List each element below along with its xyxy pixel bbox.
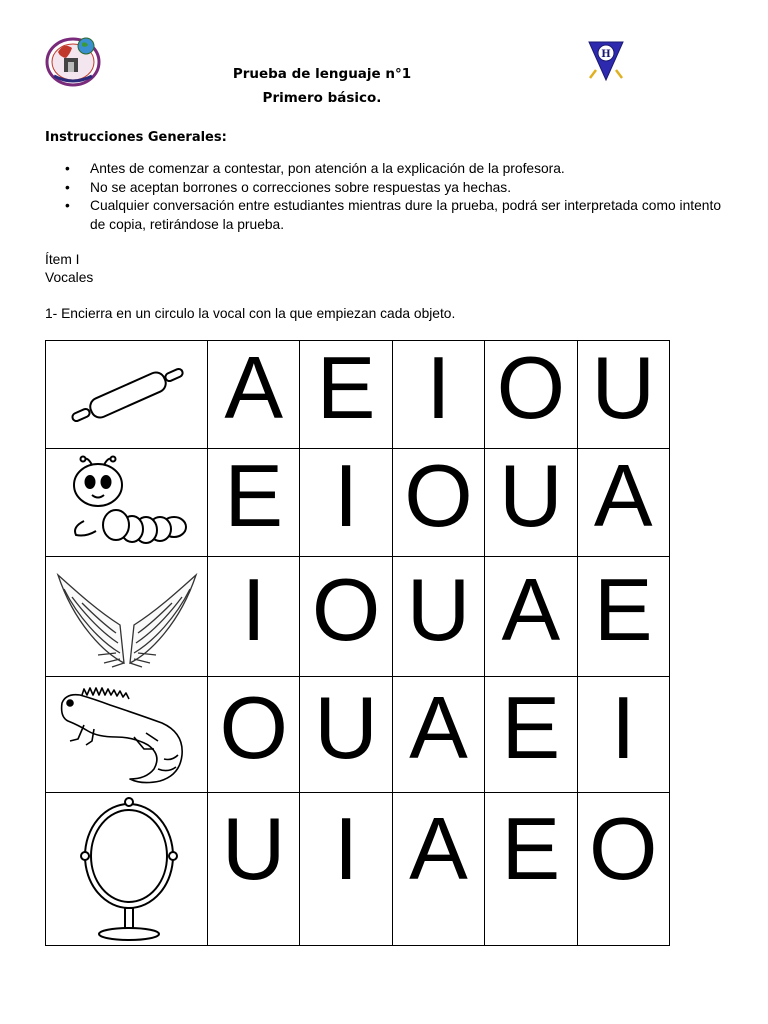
grid-row — [46, 341, 670, 449]
vowel-grid — [45, 337, 670, 946]
vowel-option[interactable]: U — [392, 557, 484, 677]
vowel-option[interactable]: A — [208, 341, 300, 449]
vowel-option[interactable]: A — [392, 677, 484, 793]
vowel-option[interactable]: E — [485, 793, 577, 946]
vowel-option[interactable]: A — [392, 793, 484, 946]
vowel-option[interactable]: U — [208, 793, 300, 946]
instruction-item: • Cualquier conversación entre estudiantes mientras dure la prueba, podrá ser interpretada como intento de copia, retirándose la prueba. — [90, 197, 721, 234]
vowel-option[interactable]: U — [485, 449, 577, 557]
grid-row — [46, 793, 670, 946]
instruction-item: • Antes de comenzar a contestar, pon atención a la explicación de la profesora. — [90, 160, 721, 179]
grid-row — [46, 557, 670, 677]
vowel-option[interactable]: E — [300, 341, 392, 449]
grid-row — [46, 677, 670, 793]
vowel-option[interactable]: E — [577, 557, 669, 677]
page-subtitle: Primero básico. — [262, 90, 382, 106]
vowel-option[interactable]: O — [208, 677, 300, 793]
picture-cell — [46, 677, 208, 793]
instructions-list — [45, 160, 721, 234]
vowel-option[interactable]: I — [577, 677, 669, 793]
grid-row — [46, 449, 670, 557]
picture-cell — [46, 557, 208, 677]
mirror-icon — [67, 794, 187, 944]
question-text: 1- Encierra en un circulo la vocal con la que empiezan cada objeto. — [45, 306, 456, 321]
vowel-option[interactable]: O — [485, 341, 577, 449]
vowel-option[interactable]: I — [300, 449, 392, 557]
picture-cell — [46, 449, 208, 557]
iguana-icon — [54, 681, 200, 789]
vowel-option[interactable]: I — [392, 341, 484, 449]
item-label: Ítem I — [45, 252, 80, 267]
instruction-item: • No se aceptan borrones o correcciones sobre respuestas ya hechas. — [90, 179, 721, 198]
wings-icon — [54, 563, 200, 671]
vowel-option[interactable]: O — [392, 449, 484, 557]
vowel-option[interactable]: A — [577, 449, 669, 557]
vowel-option[interactable]: O — [577, 793, 669, 946]
vowel-option[interactable]: A — [485, 557, 577, 677]
vowel-option[interactable]: U — [300, 677, 392, 793]
vowel-option[interactable]: O — [300, 557, 392, 677]
svg-text:H: H — [601, 49, 611, 60]
picture-cell — [46, 341, 208, 449]
instructions-heading: Instrucciones Generales: — [45, 130, 227, 145]
vowel-option[interactable]: I — [300, 793, 392, 946]
picture-cell — [46, 793, 208, 946]
vowel-option[interactable]: I — [208, 557, 300, 677]
vowel-option[interactable]: E — [208, 449, 300, 557]
caterpillar-icon — [62, 453, 192, 553]
page-title: Prueba de lenguaje n°1 — [232, 66, 412, 82]
vowel-option[interactable]: U — [577, 341, 669, 449]
vowel-option[interactable]: E — [485, 677, 577, 793]
section-name: Vocales — [45, 270, 94, 285]
rolling-pin-icon — [62, 360, 192, 430]
